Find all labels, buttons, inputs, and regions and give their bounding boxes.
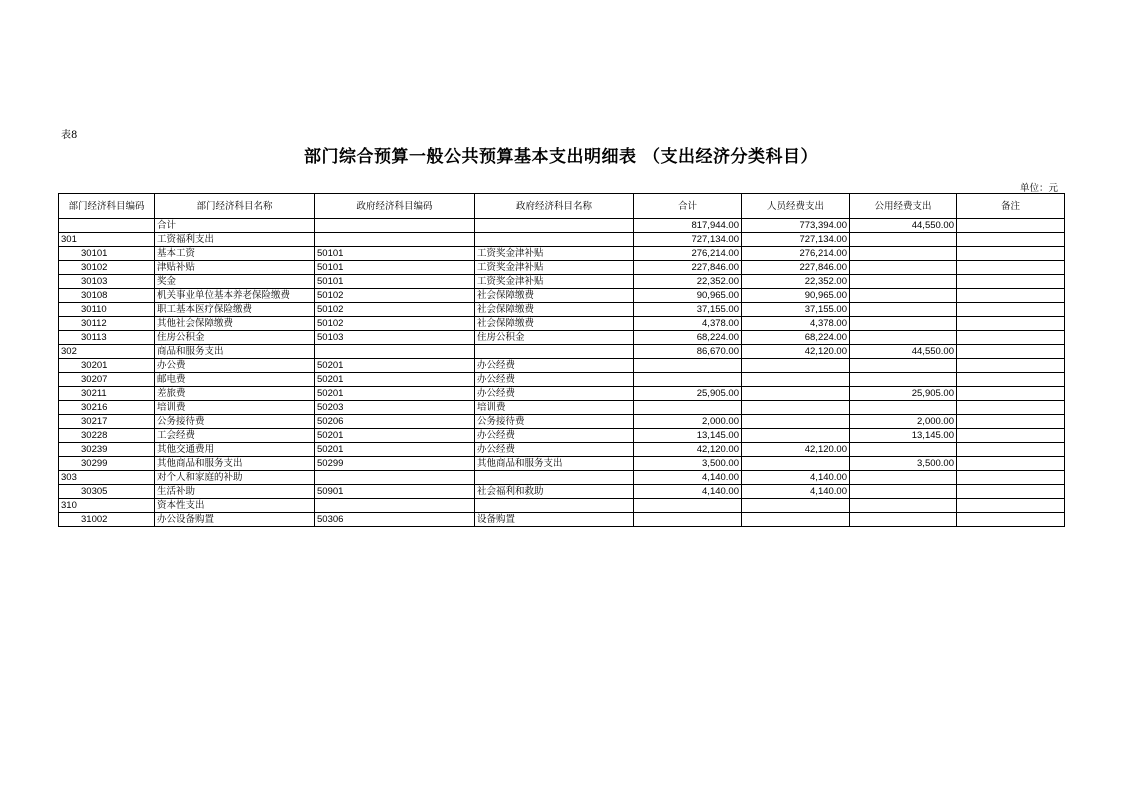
cell-note [957,401,1065,415]
cell-dept-code: 30299 [59,457,155,471]
cell-personnel: 68,224.00 [742,331,850,345]
cell-dept-name: 工资福利支出 [155,233,315,247]
table-row [59,513,1065,527]
cell-dept-name: 办公设备购置 [155,513,315,527]
table-row [59,415,1065,429]
cell-gov-name [475,499,634,513]
cell-total: 90,965.00 [634,289,742,303]
cell-personnel: 727,134.00 [742,233,850,247]
cell-dept-code [59,219,155,233]
cell-gov-code: 50103 [315,331,475,345]
cell-total: 42,120.00 [634,443,742,457]
cell-personnel [742,415,850,429]
table-row [59,345,1065,359]
table-row [59,233,1065,247]
table-row [59,275,1065,289]
cell-gov-name: 社会保障缴费 [475,303,634,317]
cell-gov-code: 50101 [315,261,475,275]
cell-note [957,443,1065,457]
cell-note [957,387,1065,401]
cell-gov-code: 50306 [315,513,475,527]
cell-dept-name: 资本性支出 [155,499,315,513]
cell-dept-code: 301 [59,233,155,247]
table-row [59,387,1065,401]
cell-personnel [742,387,850,401]
cell-dept-code: 30102 [59,261,155,275]
cell-gov-code: 50299 [315,457,475,471]
cell-personnel: 4,140.00 [742,485,850,499]
cell-public [850,233,957,247]
header-total: 合计 [634,194,742,219]
cell-public [850,289,957,303]
cell-public: 44,550.00 [850,345,957,359]
cell-gov-name: 设备购置 [475,513,634,527]
cell-note [957,247,1065,261]
cell-note [957,233,1065,247]
table-row [59,485,1065,499]
cell-note [957,303,1065,317]
cell-public: 44,550.00 [850,219,957,233]
cell-personnel: 227,846.00 [742,261,850,275]
cell-dept-name: 商品和服务支出 [155,345,315,359]
cell-total: 4,140.00 [634,471,742,485]
cell-note [957,499,1065,513]
cell-personnel: 4,378.00 [742,317,850,331]
cell-personnel: 37,155.00 [742,303,850,317]
cell-dept-name: 机关事业单位基本养老保险缴费 [155,289,315,303]
cell-note [957,373,1065,387]
cell-personnel [742,429,850,443]
cell-dept-name: 奖金 [155,275,315,289]
cell-public [850,303,957,317]
table-row [59,401,1065,415]
cell-dept-name: 办公费 [155,359,315,373]
header-note: 备注 [957,194,1065,219]
header-row [59,194,1065,219]
cell-dept-name: 住房公积金 [155,331,315,345]
cell-public [850,499,957,513]
cell-total: 276,214.00 [634,247,742,261]
cell-gov-name: 住房公积金 [475,331,634,345]
cell-gov-code [315,233,475,247]
cell-gov-code: 50102 [315,317,475,331]
cell-gov-code: 50206 [315,415,475,429]
cell-note [957,219,1065,233]
cell-personnel [742,457,850,471]
cell-dept-code: 30113 [59,331,155,345]
cell-gov-name: 办公经费 [475,443,634,457]
cell-gov-code: 50201 [315,443,475,457]
cell-public [850,373,957,387]
cell-dept-code: 30228 [59,429,155,443]
cell-gov-code: 50102 [315,289,475,303]
cell-dept-code: 30207 [59,373,155,387]
cell-gov-code: 50102 [315,303,475,317]
cell-gov-name: 其他商品和服务支出 [475,457,634,471]
cell-note [957,359,1065,373]
cell-dept-code: 30110 [59,303,155,317]
cell-personnel: 276,214.00 [742,247,850,261]
cell-gov-code: 50201 [315,429,475,443]
cell-gov-name [475,233,634,247]
cell-gov-name: 工资奖金津补贴 [475,275,634,289]
cell-dept-name: 基本工资 [155,247,315,261]
cell-note [957,275,1065,289]
cell-public [850,275,957,289]
cell-personnel [742,373,850,387]
cell-dept-name: 生活补助 [155,485,315,499]
cell-gov-code: 50201 [315,359,475,373]
table-row [59,289,1065,303]
cell-total: 4,378.00 [634,317,742,331]
cell-gov-name [475,345,634,359]
cell-gov-code [315,219,475,233]
cell-dept-code: 31002 [59,513,155,527]
cell-dept-name: 培训费 [155,401,315,415]
cell-total: 68,224.00 [634,331,742,345]
cell-gov-name: 工资奖金津补贴 [475,261,634,275]
cell-note [957,415,1065,429]
cell-total: 86,670.00 [634,345,742,359]
cell-dept-code: 30211 [59,387,155,401]
cell-gov-code: 50101 [315,275,475,289]
table-row [59,219,1065,233]
cell-total [634,359,742,373]
cell-gov-name: 办公经费 [475,373,634,387]
cell-public [850,471,957,485]
cell-dept-name: 对个人和家庭的补助 [155,471,315,485]
table-row [59,429,1065,443]
cell-gov-name: 社会保障缴费 [475,317,634,331]
cell-public [850,247,957,261]
cell-dept-name: 工会经费 [155,429,315,443]
cell-total: 4,140.00 [634,485,742,499]
table-row [59,317,1065,331]
cell-gov-name [475,219,634,233]
cell-total: 2,000.00 [634,415,742,429]
cell-personnel [742,513,850,527]
cell-gov-name: 办公经费 [475,387,634,401]
cell-total: 25,905.00 [634,387,742,401]
cell-total [634,401,742,415]
cell-note [957,471,1065,485]
cell-gov-name: 社会福利和救助 [475,485,634,499]
cell-dept-code: 30112 [59,317,155,331]
cell-public [850,485,957,499]
cell-dept-name: 津贴补贴 [155,261,315,275]
cell-total: 22,352.00 [634,275,742,289]
table-row [59,373,1065,387]
cell-gov-name: 办公经费 [475,429,634,443]
header-public: 公用经费支出 [850,194,957,219]
cell-gov-name [475,471,634,485]
cell-total [634,513,742,527]
cell-gov-code [315,499,475,513]
cell-personnel [742,401,850,415]
cell-dept-code: 302 [59,345,155,359]
cell-dept-name: 职工基本医疗保险缴费 [155,303,315,317]
cell-total: 3,500.00 [634,457,742,471]
page-title: 部门综合预算一般公共预算基本支出明细表 （支出经济分类科目） [304,147,818,167]
cell-gov-code: 50101 [315,247,475,261]
cell-total: 817,944.00 [634,219,742,233]
cell-dept-name: 差旅费 [155,387,315,401]
cell-gov-code: 50203 [315,401,475,415]
table-row [59,261,1065,275]
cell-dept-code: 30239 [59,443,155,457]
cell-gov-code [315,345,475,359]
cell-dept-code: 30201 [59,359,155,373]
cell-total: 13,145.00 [634,429,742,443]
unit-label: 单位：元 [1020,183,1059,194]
cell-gov-code: 50901 [315,485,475,499]
cell-dept-code: 30101 [59,247,155,261]
cell-dept-name: 合计 [155,219,315,233]
cell-total: 727,134.00 [634,233,742,247]
cell-dept-code: 303 [59,471,155,485]
cell-note [957,485,1065,499]
cell-public: 13,145.00 [850,429,957,443]
cell-public: 3,500.00 [850,457,957,471]
cell-note [957,513,1065,527]
cell-note [957,345,1065,359]
cell-personnel: 4,140.00 [742,471,850,485]
cell-gov-name: 工资奖金津补贴 [475,247,634,261]
cell-total: 37,155.00 [634,303,742,317]
cell-dept-code: 30217 [59,415,155,429]
cell-gov-name: 公务接待费 [475,415,634,429]
cell-note [957,317,1065,331]
table-row [59,247,1065,261]
table-row [59,471,1065,485]
header-gov-code: 政府经济科目编码 [315,194,475,219]
cell-gov-name: 培训费 [475,401,634,415]
cell-public [850,401,957,415]
cell-personnel [742,499,850,513]
cell-gov-code: 50201 [315,373,475,387]
cell-note [957,331,1065,345]
cell-dept-code: 30216 [59,401,155,415]
cell-dept-code: 310 [59,499,155,513]
cell-note [957,289,1065,303]
table-row [59,457,1065,471]
cell-public: 25,905.00 [850,387,957,401]
table-row [59,331,1065,345]
cell-total [634,499,742,513]
cell-dept-code: 30103 [59,275,155,289]
table-body [59,219,1065,527]
cell-note [957,429,1065,443]
table-label: 表8 [61,130,78,141]
table-row [59,303,1065,317]
header-personnel: 人员经费支出 [742,194,850,219]
cell-public: 2,000.00 [850,415,957,429]
table-row [59,443,1065,457]
cell-public [850,359,957,373]
budget-table [58,193,1065,527]
header-dept-code: 部门经济科目编码 [59,194,155,219]
cell-public [850,331,957,345]
cell-note [957,457,1065,471]
cell-public [850,443,957,457]
cell-gov-code: 50201 [315,387,475,401]
cell-public [850,261,957,275]
cell-personnel: 22,352.00 [742,275,850,289]
cell-total: 227,846.00 [634,261,742,275]
table-row [59,499,1065,513]
cell-dept-name: 其他交通费用 [155,443,315,457]
cell-dept-name: 邮电费 [155,373,315,387]
table-row [59,359,1065,373]
cell-dept-name: 公务接待费 [155,415,315,429]
cell-public [850,317,957,331]
cell-public [850,513,957,527]
header-gov-name: 政府经济科目名称 [475,194,634,219]
cell-personnel: 90,965.00 [742,289,850,303]
cell-personnel: 773,394.00 [742,219,850,233]
cell-dept-code: 30108 [59,289,155,303]
header-dept-name: 部门经济科目名称 [155,194,315,219]
cell-note [957,261,1065,275]
cell-dept-code: 30305 [59,485,155,499]
cell-personnel [742,359,850,373]
cell-personnel: 42,120.00 [742,443,850,457]
cell-gov-name: 办公经费 [475,359,634,373]
cell-total [634,373,742,387]
cell-gov-code [315,471,475,485]
cell-dept-name: 其他社会保障缴费 [155,317,315,331]
cell-dept-name: 其他商品和服务支出 [155,457,315,471]
cell-gov-name: 社会保障缴费 [475,289,634,303]
cell-personnel: 42,120.00 [742,345,850,359]
